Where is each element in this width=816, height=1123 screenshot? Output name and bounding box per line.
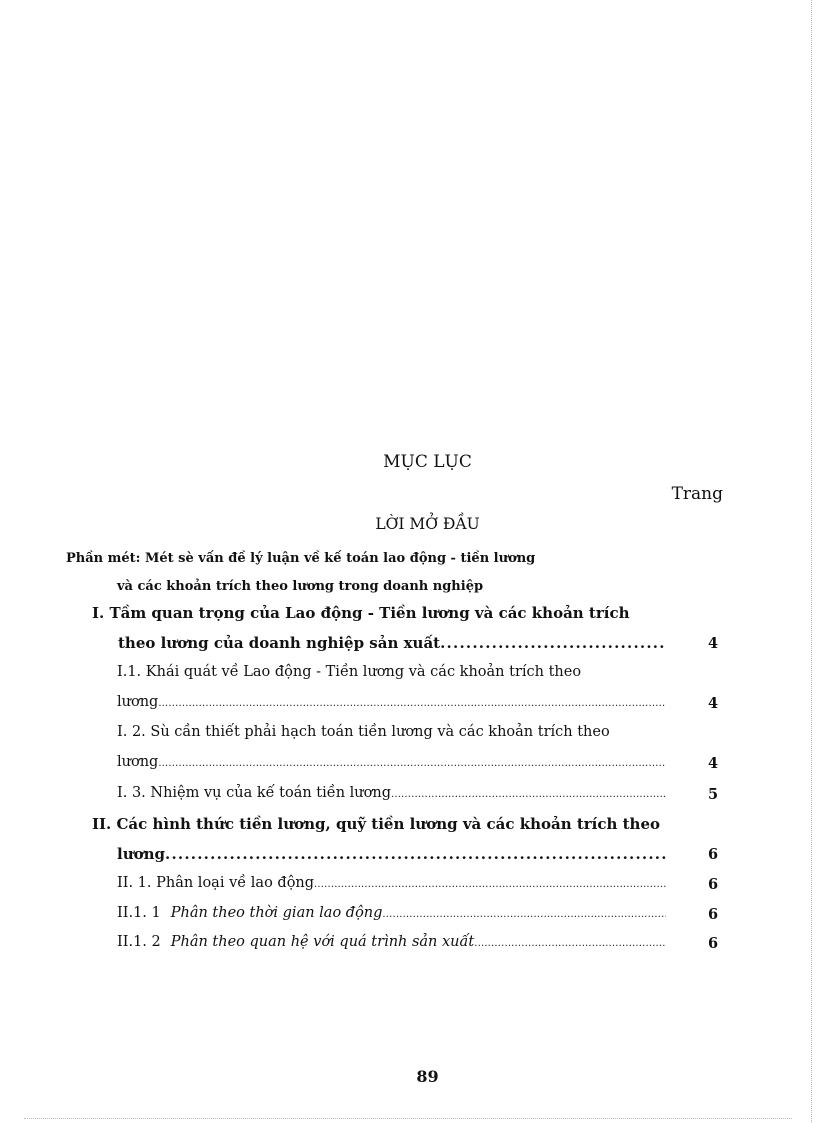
- margin-divider: [811, 0, 812, 1123]
- toc-entry-subsection-1-1: [117, 694, 666, 710]
- section-1-title-cont: theo lương của doanh nghiệp sản xuất: [118, 634, 441, 652]
- toc-entry-section-2: [117, 845, 666, 863]
- dot-leader: [158, 694, 666, 710]
- part-heading-line2: và các khoản trích theo lương trong doanh nghiệp: [117, 579, 484, 594]
- page-ref: 5: [707, 786, 719, 803]
- page-ref: 4: [707, 635, 719, 652]
- toc-entry-section-1: [118, 634, 666, 652]
- intro-heading: LỜI MỞ ĐẦU: [375, 515, 480, 533]
- part-heading-line1: Phần mét: Mét sè vấn đề lý luận về kế toán lao động - tiền lương: [66, 551, 536, 566]
- subsection-1-2-title-cont: lương: [117, 754, 159, 770]
- toc-title: MỤC LỤC: [383, 452, 472, 472]
- dot-leader: [314, 875, 666, 891]
- dot-leader: [158, 754, 666, 770]
- toc-entry-subsection-2-1-1: [117, 905, 666, 921]
- section-1-title: I. Tầm quan trọng của Lao động - Tiền lương và các khoản trích: [92, 604, 630, 622]
- section-2-title: II. Các hình thức tiền lương, quỹ tiền lương và các khoản trích theo: [92, 815, 661, 833]
- subsection-2-1-title: II. 1. Phân loại về lao động: [117, 875, 315, 891]
- dot-leader: [165, 845, 666, 863]
- dot-leader: [474, 934, 666, 950]
- toc-entry-subsection-2-1: [117, 875, 666, 891]
- subsection-2-1-2-number: II.1. 2: [117, 934, 161, 950]
- page-ref: 4: [707, 695, 719, 712]
- subsection-1-2-title: I. 2. Sù cần thiết phải hạch toán tiền lương và các khoản trích theo: [117, 724, 610, 740]
- subsection-1-3-title: I. 3. Nhiệm vụ của kế toán tiền lương: [117, 785, 391, 801]
- page-ref: 6: [707, 935, 719, 952]
- subsection-2-1-2-title: Phân theo quan hệ với quá trình sản xuất: [170, 934, 475, 950]
- page-ref: 6: [707, 906, 719, 923]
- dot-leader: [382, 905, 666, 921]
- page-column-header: Trang: [671, 484, 723, 504]
- page-ref: 6: [707, 846, 719, 863]
- page-number: 89: [416, 1067, 439, 1086]
- subsection-2-1-1-number: II.1. 1: [117, 905, 161, 921]
- toc-entry-subsection-1-2: [117, 754, 666, 770]
- toc-entry-subsection-2-1-2: [117, 934, 666, 950]
- toc-entry-subsection-1-3: [117, 785, 666, 801]
- page-ref: 6: [707, 876, 719, 893]
- dot-leader: [440, 634, 666, 652]
- footer-divider: [24, 1118, 792, 1119]
- subsection-1-1-title-cont: lương: [117, 694, 159, 710]
- subsection-2-1-1-title: Phân theo thời gian lao động: [170, 905, 383, 921]
- section-2-title-cont: lương: [117, 845, 166, 863]
- subsection-1-1-title: I.1. Khái quát về Lao động - Tiền lương và các khoản trích theo: [117, 664, 582, 680]
- dot-leader: [391, 785, 666, 801]
- page-ref: 4: [707, 755, 719, 772]
